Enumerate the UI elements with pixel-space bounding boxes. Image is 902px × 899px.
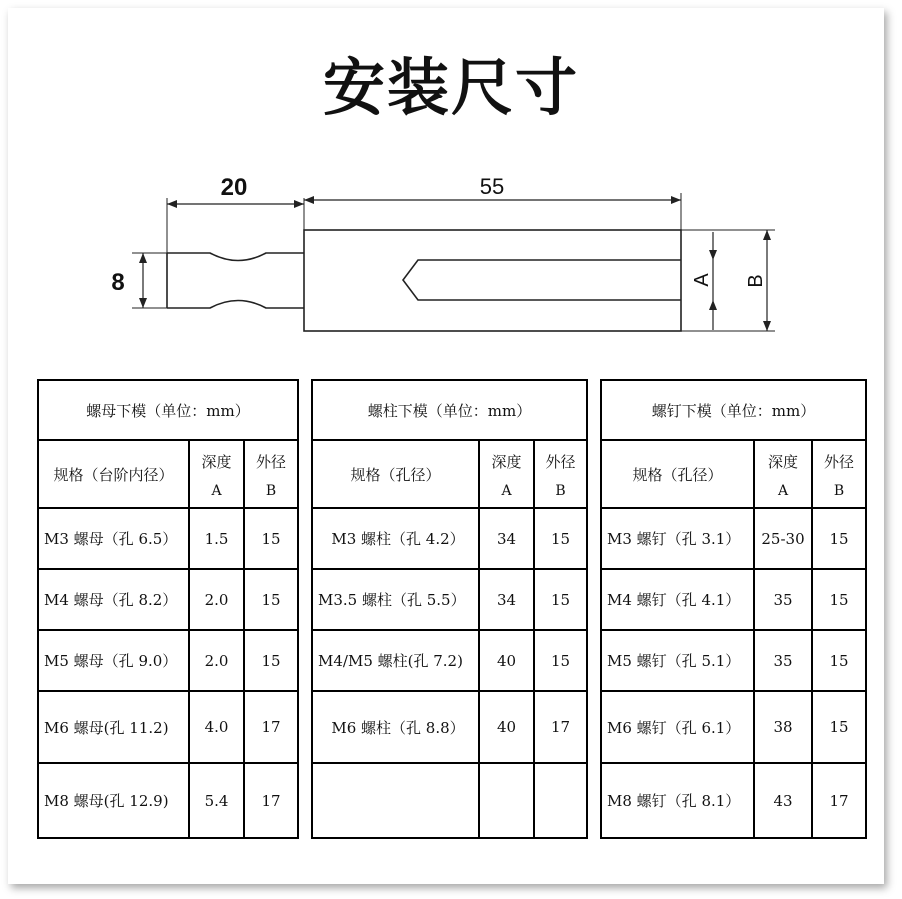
dim-diameter: 8 bbox=[111, 269, 125, 296]
depth-cell bbox=[479, 763, 534, 838]
depth-cell: 25-30 bbox=[754, 508, 812, 569]
table-row bbox=[38, 691, 298, 763]
spec-cell: M3 螺钉（孔 3.1） bbox=[601, 508, 754, 569]
od-header: 外径 B bbox=[244, 440, 298, 508]
od-cell: 17 bbox=[812, 763, 866, 838]
depth-cell: 1.5 bbox=[189, 508, 244, 569]
depth-cell: 34 bbox=[479, 569, 534, 630]
spec-cell: M3 螺母（孔 6.5） bbox=[38, 508, 189, 569]
od-header: 外径 B bbox=[812, 440, 866, 508]
od-cell: 17 bbox=[244, 763, 298, 838]
spec-cell: M6 螺钉（孔 6.1） bbox=[601, 691, 754, 763]
hole-outline bbox=[403, 260, 681, 300]
depth-cell: 5.4 bbox=[189, 763, 244, 838]
depth-cell: 35 bbox=[754, 569, 812, 630]
dim-body-length: 55 bbox=[479, 174, 505, 199]
table-row bbox=[601, 630, 866, 691]
table-row bbox=[312, 691, 587, 763]
table-row bbox=[38, 630, 298, 691]
od-cell: 15 bbox=[534, 569, 587, 630]
od-cell: 15 bbox=[534, 508, 587, 569]
stud-die-table bbox=[311, 379, 588, 839]
spec-cell: M5 螺母（孔 9.0） bbox=[38, 630, 189, 691]
od-cell: 15 bbox=[534, 630, 587, 691]
spec-cell: M6 螺母(孔 11.2) bbox=[38, 691, 189, 763]
spec-header: 规格（台阶内径） bbox=[38, 440, 189, 508]
depth-cell: 43 bbox=[754, 763, 812, 838]
od-cell: 17 bbox=[244, 691, 298, 763]
table-row bbox=[312, 763, 587, 838]
spec-cell: M3 螺柱（孔 4.2） bbox=[312, 508, 479, 569]
table-row bbox=[601, 763, 866, 838]
body-outline bbox=[304, 230, 681, 331]
depth-cell: 40 bbox=[479, 691, 534, 763]
od-cell: 15 bbox=[244, 569, 298, 630]
spec-header: 规格（孔径） bbox=[601, 440, 754, 508]
od-header: 外径 B bbox=[534, 440, 587, 508]
spec-cell: M3.5 螺柱（孔 5.5） bbox=[312, 569, 479, 630]
table-row bbox=[601, 569, 866, 630]
depth-header: 深度 A bbox=[479, 440, 534, 508]
table-row bbox=[601, 508, 866, 569]
depth-header: 深度 A bbox=[754, 440, 812, 508]
depth-cell: 38 bbox=[754, 691, 812, 763]
spec-header: 规格（孔径） bbox=[312, 440, 479, 508]
spec-cell: M4 螺钉（孔 4.1） bbox=[601, 569, 754, 630]
table-title: 螺母下模（单位：mm） bbox=[38, 380, 298, 440]
table-row bbox=[601, 691, 866, 763]
table-row bbox=[312, 630, 587, 691]
page-title: 安装尺寸 bbox=[322, 51, 579, 124]
od-cell: 15 bbox=[812, 691, 866, 763]
depth-header: 深度 A bbox=[189, 440, 244, 508]
dim-label-a: A bbox=[691, 273, 713, 287]
spec-cell: M6 螺柱（孔 8.8） bbox=[312, 691, 479, 763]
installation-drawing bbox=[0, 0, 902, 360]
screw-die-table bbox=[600, 379, 867, 839]
dim-label-b: B bbox=[745, 274, 767, 288]
od-cell bbox=[534, 763, 587, 838]
od-cell: 15 bbox=[244, 630, 298, 691]
od-cell: 15 bbox=[244, 508, 298, 569]
depth-cell: 4.0 bbox=[189, 691, 244, 763]
od-cell: 15 bbox=[812, 569, 866, 630]
od-cell: 15 bbox=[812, 508, 866, 569]
spec-cell: M4/M5 螺柱(孔 7.2) bbox=[312, 630, 479, 691]
shank-outline bbox=[167, 253, 304, 308]
table-title: 螺柱下模（单位：mm） bbox=[312, 380, 587, 440]
table-row bbox=[312, 508, 587, 569]
depth-cell: 34 bbox=[479, 508, 534, 569]
table-row bbox=[312, 569, 587, 630]
table-title: 螺钉下模（单位：mm） bbox=[601, 380, 866, 440]
spec-cell bbox=[312, 763, 479, 838]
spec-cell: M4 螺母（孔 8.2） bbox=[38, 569, 189, 630]
spec-cell: M8 螺母(孔 12.9) bbox=[38, 763, 189, 838]
nut-die-table bbox=[37, 379, 299, 839]
depth-cell: 2.0 bbox=[189, 569, 244, 630]
spec-cell: M8 螺钉（孔 8.1） bbox=[601, 763, 754, 838]
table-row bbox=[38, 508, 298, 569]
od-cell: 17 bbox=[534, 691, 587, 763]
dim-shank-length: 20 bbox=[220, 174, 248, 201]
spec-cell: M5 螺钉（孔 5.1） bbox=[601, 630, 754, 691]
depth-cell: 40 bbox=[479, 630, 534, 691]
table-row bbox=[38, 569, 298, 630]
depth-cell: 2.0 bbox=[189, 630, 244, 691]
depth-cell: 35 bbox=[754, 630, 812, 691]
od-cell: 15 bbox=[812, 630, 866, 691]
table-row bbox=[38, 763, 298, 838]
